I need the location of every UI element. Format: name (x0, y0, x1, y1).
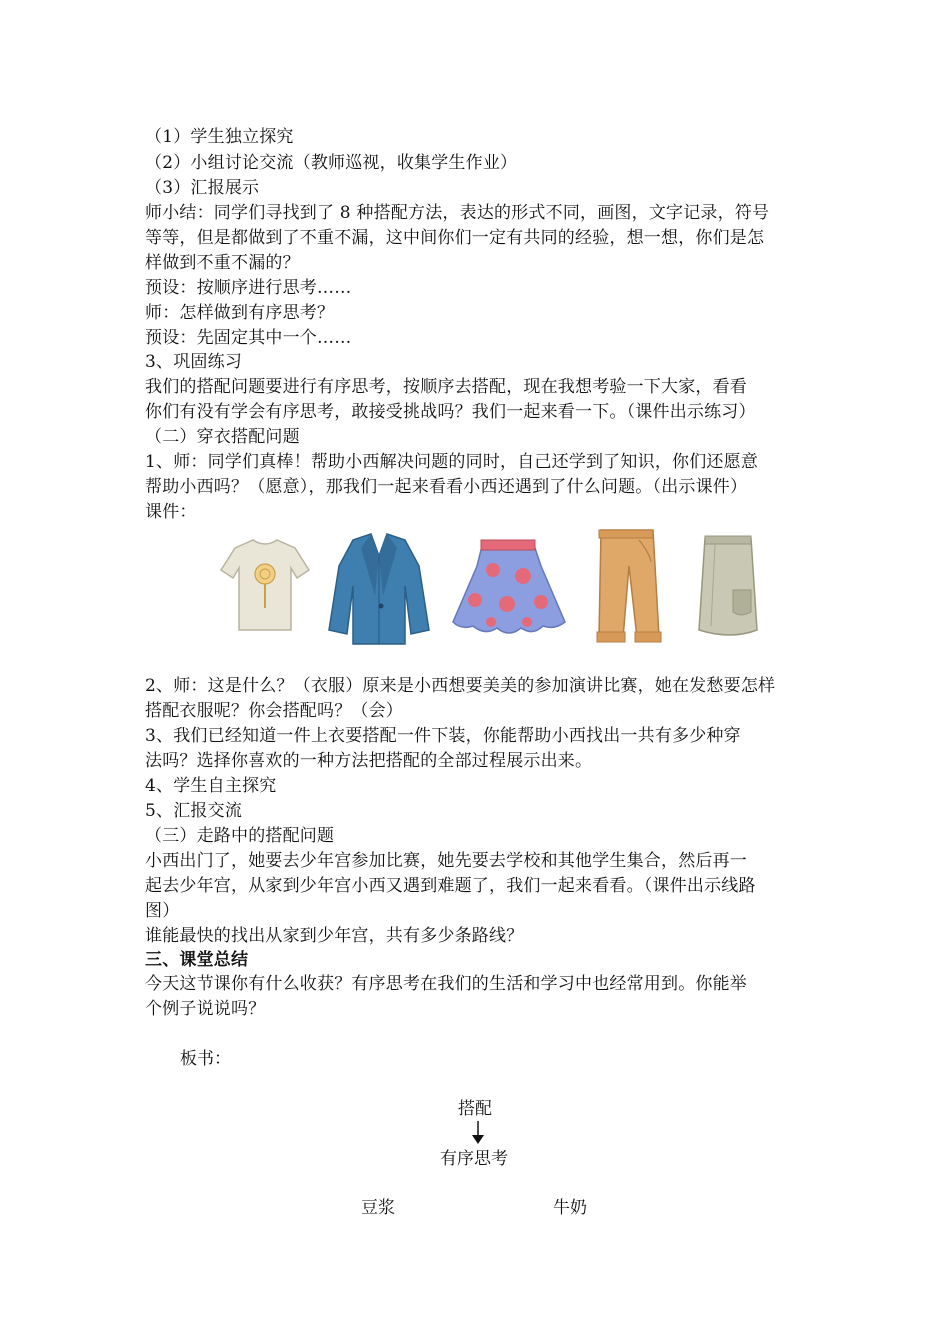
skirt-icon (453, 540, 565, 633)
board-middle-term: 有序思考 (440, 1149, 508, 1169)
text-line: 帮助小西吗？（愿意），那我们一起来看看小西还遇到了什么问题。（出示课件） (145, 477, 748, 497)
jacket-icon (329, 534, 429, 644)
text-line: 我们的搭配问题要进行有序思考，按顺序去搭配，现在我想考验一下大家，看看 (145, 377, 747, 397)
text-line: 课件： (145, 502, 197, 522)
down-arrow-icon (468, 1121, 488, 1145)
text-line: 4、学生自主探究 (145, 776, 277, 796)
board-label: 板书： (180, 1049, 231, 1069)
text-line: 2、师：这是什么？（衣服）原来是小西想要美美的参加演讲比赛，她在发愁要怎样 (145, 676, 776, 696)
text-line: 预设：按顺序进行思考…… (145, 278, 352, 298)
text-line: 你们有没有学会有序思考，敢接受挑战吗？我们一起来看一下。（课件出示练习） (145, 402, 756, 422)
board-right-term: 牛奶 (553, 1198, 587, 1218)
board-top-term: 搭配 (458, 1099, 492, 1119)
text-line: 1、师：同学们真棒！帮助小西解决问题的同时，自己还学到了知识，你们还愿意 (145, 452, 759, 472)
text-line: 谁能最快的找出从家到少年宫，共有多少条路线？ (145, 926, 524, 946)
text-line: 5、汇报交流 (145, 801, 243, 821)
tshirt-icon (221, 540, 309, 630)
text-line: （1）学生独立探究 (145, 127, 294, 147)
board-left-term: 豆浆 (361, 1198, 395, 1218)
text-line: 样做到不重不漏的？ (145, 253, 300, 273)
text-line: 3、巩固练习 (145, 352, 243, 372)
text-line: 等等，但是都做到了不重不漏，这中间你们一定有共同的经验，想一想，你们是怎 (145, 228, 765, 248)
text-line: 预设：先固定其中一个…… (145, 328, 352, 348)
clothes-illustration (205, 526, 765, 656)
text-line: 今天这节课你有什么收获？有序思考在我们的生活和学习中也经常用到。你能举 (145, 974, 747, 994)
text-line: （二）穿衣搭配问题 (145, 427, 300, 447)
text-line: （2）小组讨论交流（教师巡视，收集学生作业） (145, 153, 518, 173)
text-line: 3、我们已经知道一件上衣要搭配一件下装，你能帮助小西找出一共有多少种穿 (145, 726, 741, 746)
grey-skirt-icon (699, 536, 757, 635)
text-line: 师小结：同学们寻找到了 8 种搭配方法，表达的形式不同，画图，文字记录，符号 (145, 203, 770, 223)
text-line: 搭配衣服呢？你会搭配吗？（会） (145, 701, 403, 721)
text-line: 小西出门了，她要去少年宫参加比赛，她先要去学校和其他学生集合，然后再一 (145, 851, 747, 871)
pants-icon (597, 530, 661, 642)
text-line: 个例子说说吗？ (145, 999, 266, 1019)
section-heading: 三、课堂总结 (145, 950, 249, 970)
text-line: 法吗？选择你喜欢的一种方法把搭配的全部过程展示出来。 (145, 751, 593, 771)
text-line: （三）走路中的搭配问题 (145, 826, 335, 846)
text-line: 师：怎样做到有序思考？ (145, 303, 335, 323)
text-line: 起去少年宫，从家到少年宫小西又遇到难题了，我们一起来看看。（课件出示线路 (145, 876, 756, 896)
text-line: 图） (145, 901, 180, 921)
text-line: （3）汇报展示 (145, 178, 260, 198)
